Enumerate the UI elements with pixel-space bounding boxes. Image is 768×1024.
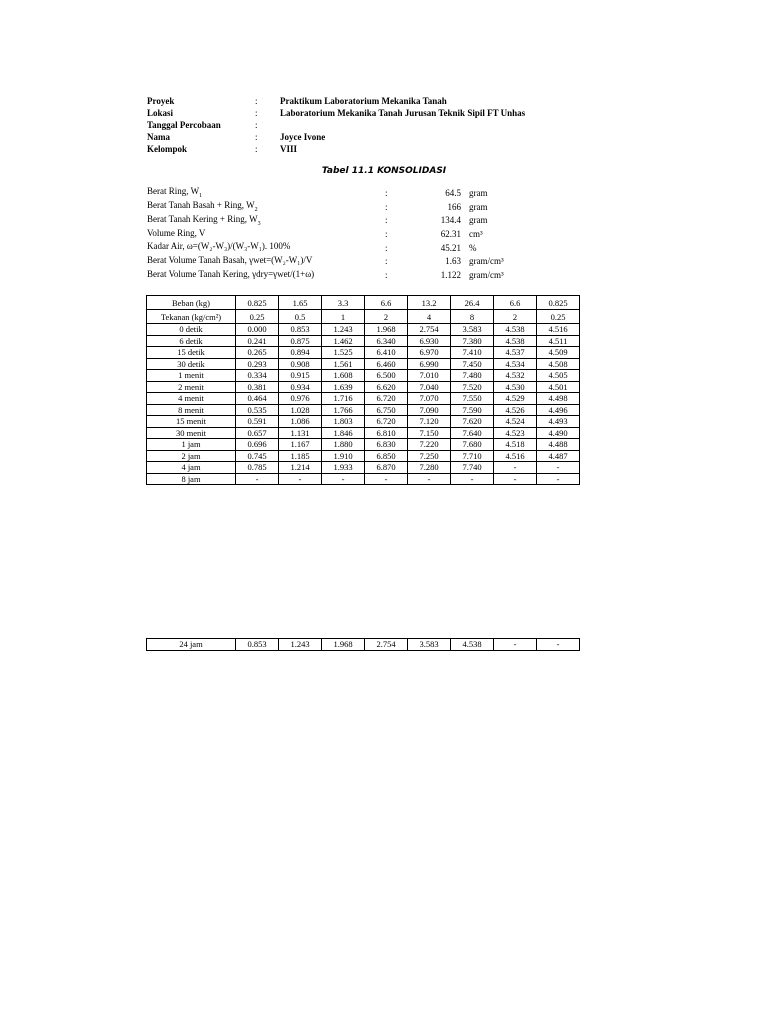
header-label: Tanggal Percobaan <box>147 120 221 130</box>
value-cell: 1.028 <box>279 404 322 416</box>
value-cell: 6.620 <box>365 381 408 393</box>
value-cell: - <box>537 473 580 485</box>
table-row <box>147 427 580 439</box>
table-row <box>147 358 580 370</box>
value-cell: 4.538 <box>494 324 537 336</box>
value-cell: 1.639 <box>322 381 365 393</box>
property-value: 166 <box>447 201 461 212</box>
value-cell: 0.241 <box>236 335 279 347</box>
value-cell: 1.968 <box>365 324 408 336</box>
value-cell: 4.487 <box>537 450 580 462</box>
table-row <box>147 450 580 462</box>
property-colon: : <box>385 187 388 198</box>
consolidation-table <box>146 295 580 485</box>
value-cell: 6.830 <box>365 439 408 451</box>
row-label-cell: 4 menit <box>147 393 236 405</box>
value-cell: 7.680 <box>451 439 494 451</box>
value-cell: 4.538 <box>494 335 537 347</box>
row-label-cell: 2 menit <box>147 381 236 393</box>
property-label <box>147 255 385 268</box>
value-cell: 4.496 <box>537 404 580 416</box>
header-row <box>147 107 525 119</box>
value-cell: 0.381 <box>236 381 279 393</box>
value-cell: 0.265 <box>236 347 279 359</box>
row-label-cell: 1 menit <box>147 370 236 382</box>
property-value: 45.21 <box>440 242 461 253</box>
value-cell: 0.696 <box>236 439 279 451</box>
value-cell: 7.480 <box>451 370 494 382</box>
value-cell: - <box>494 639 537 651</box>
row-label-cell: 6 detik <box>147 335 236 347</box>
value-cell: 0.894 <box>279 347 322 359</box>
header-value: VIII <box>280 144 298 154</box>
header-colon: : <box>255 96 258 106</box>
value-cell: 7.250 <box>408 450 451 462</box>
value-cell: 0.591 <box>236 416 279 428</box>
value-cell: 7.620 <box>451 416 494 428</box>
value-cell: 1.086 <box>279 416 322 428</box>
header-row <box>147 143 525 155</box>
value-cell: 1.561 <box>322 358 365 370</box>
value-cell: 0.25 <box>236 310 279 324</box>
row-label-cell: 30 detik <box>147 358 236 370</box>
value-cell: 4.509 <box>537 347 580 359</box>
value-cell: 4.537 <box>494 347 537 359</box>
value-cell: 4.488 <box>537 439 580 451</box>
property-colon: : <box>385 201 388 212</box>
value-cell: - <box>494 473 537 485</box>
value-cell: 26.4 <box>451 296 494 310</box>
value-cell: 4.501 <box>537 381 580 393</box>
property-unit: gram/cm³ <box>469 269 504 280</box>
value-cell: 0.908 <box>279 358 322 370</box>
header-row <box>147 119 525 131</box>
property-label-sub: 3 <box>257 220 261 227</box>
value-cell: 0.25 <box>537 310 580 324</box>
value-cell: 3.3 <box>322 296 365 310</box>
property-unit: % <box>469 242 477 253</box>
value-cell: 0.535 <box>236 404 279 416</box>
header-row <box>147 131 525 143</box>
value-cell: 0.785 <box>236 462 279 474</box>
property-row <box>147 186 504 200</box>
value-cell: 0.657 <box>236 427 279 439</box>
value-cell: 4.534 <box>494 358 537 370</box>
tekanan-row <box>147 310 580 324</box>
value-cell: 6.340 <box>365 335 408 347</box>
row-label-cell: 8 jam <box>147 473 236 485</box>
value-cell: 1.803 <box>322 416 365 428</box>
table-row <box>147 370 580 382</box>
value-cell: 6.720 <box>365 393 408 405</box>
value-cell: 4.490 <box>537 427 580 439</box>
value-cell: 7.520 <box>451 381 494 393</box>
value-cell: - <box>236 473 279 485</box>
property-unit: gram <box>469 215 488 226</box>
value-cell: 2.754 <box>408 324 451 336</box>
soil-properties <box>147 186 504 282</box>
table-row <box>147 393 580 405</box>
value-cell: 0.293 <box>236 358 279 370</box>
property-row <box>147 213 504 227</box>
value-cell: 0.976 <box>279 393 322 405</box>
property-row <box>147 200 504 214</box>
row-label-cell: 8 menit <box>147 404 236 416</box>
value-cell: 0.915 <box>279 370 322 382</box>
value-cell: 1.608 <box>322 370 365 382</box>
value-cell: 1.968 <box>322 639 365 651</box>
value-cell: 0.334 <box>236 370 279 382</box>
property-row <box>147 268 504 282</box>
property-label <box>147 228 385 241</box>
value-cell: 0.825 <box>537 296 580 310</box>
value-cell: 1.185 <box>279 450 322 462</box>
row-label-cell: Tekanan (kg/cm²) <box>147 310 236 324</box>
header-value: Laboratorium Mekanika Tanah Jurusan Teknik Sipil FT Unhas <box>280 108 526 118</box>
value-cell: 7.550 <box>451 393 494 405</box>
property-label <box>147 186 385 199</box>
property-label-text: Berat Tanah Kering + Ring, W <box>147 213 258 224</box>
header-colon: : <box>255 120 258 130</box>
property-value: 62.31 <box>440 228 461 239</box>
property-value: 1.63 <box>445 256 461 267</box>
row-label-cell: 0 detik <box>147 324 236 336</box>
row-label-cell: Beban (kg) <box>147 296 236 310</box>
property-value: 1.122 <box>440 269 461 280</box>
property-label-text: Berat Tanah Basah + Ring, W <box>147 200 255 211</box>
value-cell: 1.933 <box>322 462 365 474</box>
value-cell: 4.511 <box>537 335 580 347</box>
row-label-cell: 4 jam <box>147 462 236 474</box>
value-cell: 6.810 <box>365 427 408 439</box>
property-label-text: Volume Ring, V <box>147 227 206 238</box>
beban-row <box>147 296 580 310</box>
value-cell: 7.220 <box>408 439 451 451</box>
value-cell: 6.970 <box>408 347 451 359</box>
row-label-cell: 24 jam <box>147 639 236 651</box>
value-cell: 7.410 <box>451 347 494 359</box>
table-row <box>147 347 580 359</box>
value-cell: 8 <box>451 310 494 324</box>
value-cell: 4.516 <box>537 324 580 336</box>
row-label-cell: 15 menit <box>147 416 236 428</box>
value-cell: 1 <box>322 310 365 324</box>
value-cell: 7.040 <box>408 381 451 393</box>
value-cell: 7.640 <box>451 427 494 439</box>
property-label <box>147 269 385 282</box>
value-cell: 4.518 <box>494 439 537 451</box>
value-cell: 7.710 <box>451 450 494 462</box>
header-label: Kelompok <box>147 144 188 154</box>
value-cell: 1.880 <box>322 439 365 451</box>
value-cell: 6.850 <box>365 450 408 462</box>
value-cell: 4.532 <box>494 370 537 382</box>
value-cell: - <box>451 473 494 485</box>
property-row <box>147 254 504 268</box>
value-cell: 6.460 <box>365 358 408 370</box>
value-cell: - <box>365 473 408 485</box>
value-cell: 7.090 <box>408 404 451 416</box>
row-label-cell: 2 jam <box>147 450 236 462</box>
value-cell: 2 <box>494 310 537 324</box>
value-cell: 0.000 <box>236 324 279 336</box>
property-label-text: Berat Volume Tanah Basah, γwet=(W₂-W₁)/V <box>147 254 313 265</box>
value-cell: 1.167 <box>279 439 322 451</box>
property-label <box>147 214 385 227</box>
value-cell: 0.853 <box>279 324 322 336</box>
value-cell: 4.498 <box>537 393 580 405</box>
value-cell: 1.525 <box>322 347 365 359</box>
value-cell: 4.508 <box>537 358 580 370</box>
table-row-24-jam <box>147 639 580 651</box>
value-cell: 4.530 <box>494 381 537 393</box>
value-cell: - <box>279 473 322 485</box>
property-colon: : <box>385 228 388 239</box>
value-cell: 1.716 <box>322 393 365 405</box>
value-cell: 0.745 <box>236 450 279 462</box>
property-label <box>147 200 385 213</box>
value-cell: 6.750 <box>365 404 408 416</box>
header-label: Nama <box>147 132 170 142</box>
value-cell: 1.65 <box>279 296 322 310</box>
value-cell: 2.754 <box>365 639 408 651</box>
value-cell: 6.6 <box>494 296 537 310</box>
value-cell: 4.523 <box>494 427 537 439</box>
value-cell: 13.2 <box>408 296 451 310</box>
property-unit: cm³ <box>469 228 483 239</box>
header-label: Proyek <box>147 96 175 106</box>
value-cell: 0.5 <box>279 310 322 324</box>
property-label-sub: 1 <box>199 193 203 200</box>
value-cell: - <box>537 462 580 474</box>
value-cell: 1.766 <box>322 404 365 416</box>
value-cell: 4.526 <box>494 404 537 416</box>
property-colon: : <box>385 256 388 267</box>
property-unit: gram/cm³ <box>469 256 504 267</box>
table-row <box>147 416 580 428</box>
row-label-cell: 30 menit <box>147 427 236 439</box>
property-label <box>147 241 385 254</box>
value-cell: 6.720 <box>365 416 408 428</box>
value-cell: 7.070 <box>408 393 451 405</box>
table-row <box>147 381 580 393</box>
value-cell: 2 <box>365 310 408 324</box>
value-cell: - <box>494 462 537 474</box>
value-cell: 1.243 <box>279 639 322 651</box>
property-label-text: Berat Volume Tanah Kering, γdry=γwet/(1+ω) <box>147 268 315 279</box>
value-cell: - <box>408 473 451 485</box>
value-cell: 7.120 <box>408 416 451 428</box>
property-colon: : <box>385 215 388 226</box>
property-value: 134.4 <box>440 215 461 226</box>
value-cell: 7.450 <box>451 358 494 370</box>
value-cell: 7.280 <box>408 462 451 474</box>
row-label-cell: 15 detik <box>147 347 236 359</box>
property-colon: : <box>385 269 388 280</box>
table-row <box>147 473 580 485</box>
value-cell: 6.990 <box>408 358 451 370</box>
value-cell: 4.493 <box>537 416 580 428</box>
value-cell: 7.740 <box>451 462 494 474</box>
table-title: Tabel 11.1 KONSOLIDASI <box>321 166 447 176</box>
value-cell: 1.462 <box>322 335 365 347</box>
header-colon: : <box>255 132 258 142</box>
value-cell: 3.583 <box>451 324 494 336</box>
value-cell: 7.380 <box>451 335 494 347</box>
property-label-text: Berat Ring, W <box>147 186 200 197</box>
value-cell: 7.150 <box>408 427 451 439</box>
value-cell: 6.410 <box>365 347 408 359</box>
value-cell: 4.505 <box>537 370 580 382</box>
value-cell: 4.516 <box>494 450 537 462</box>
value-cell: 0.825 <box>236 296 279 310</box>
value-cell: 0.875 <box>279 335 322 347</box>
value-cell: 0.934 <box>279 381 322 393</box>
value-cell: 6.870 <box>365 462 408 474</box>
value-cell: 1.243 <box>322 324 365 336</box>
value-cell: 4 <box>408 310 451 324</box>
consolidation-table-24h <box>146 638 580 651</box>
table-row <box>147 324 580 336</box>
header-row <box>147 95 525 107</box>
value-cell: 0.853 <box>236 639 279 651</box>
value-cell: 4.524 <box>494 416 537 428</box>
table-row <box>147 439 580 451</box>
value-cell: - <box>322 473 365 485</box>
value-cell: 1.846 <box>322 427 365 439</box>
header-colon: : <box>255 144 258 154</box>
value-cell: 1.910 <box>322 450 365 462</box>
project-header <box>147 95 525 155</box>
header-label: Lokasi <box>147 108 174 118</box>
value-cell: 7.590 <box>451 404 494 416</box>
table-row <box>147 404 580 416</box>
value-cell: 4.538 <box>451 639 494 651</box>
value-cell: 0.464 <box>236 393 279 405</box>
value-cell: 4.529 <box>494 393 537 405</box>
value-cell: 6.500 <box>365 370 408 382</box>
value-cell: - <box>537 639 580 651</box>
value-cell: 6.6 <box>365 296 408 310</box>
property-colon: : <box>385 242 388 253</box>
value-cell: 7.010 <box>408 370 451 382</box>
value-cell: 6.930 <box>408 335 451 347</box>
property-row <box>147 241 504 255</box>
row-label-cell: 1 jam <box>147 439 236 451</box>
property-row <box>147 227 504 241</box>
property-label-sub: 2 <box>254 206 258 213</box>
value-cell: 1.214 <box>279 462 322 474</box>
header-colon: : <box>255 108 258 118</box>
value-cell: 1.131 <box>279 427 322 439</box>
table-row <box>147 335 580 347</box>
property-value: 64.5 <box>445 187 461 198</box>
property-unit: gram <box>469 187 488 198</box>
property-label-text: Kadar Air, ω=(W₂-W₃)/(W₃-W₁). 100% <box>147 241 291 252</box>
value-cell: 3.583 <box>408 639 451 651</box>
property-unit: gram <box>469 201 488 212</box>
table-row <box>147 462 580 474</box>
header-value: Joyce Ivone <box>280 132 326 142</box>
header-value: Praktikum Laboratorium Mekanika Tanah <box>280 96 447 106</box>
